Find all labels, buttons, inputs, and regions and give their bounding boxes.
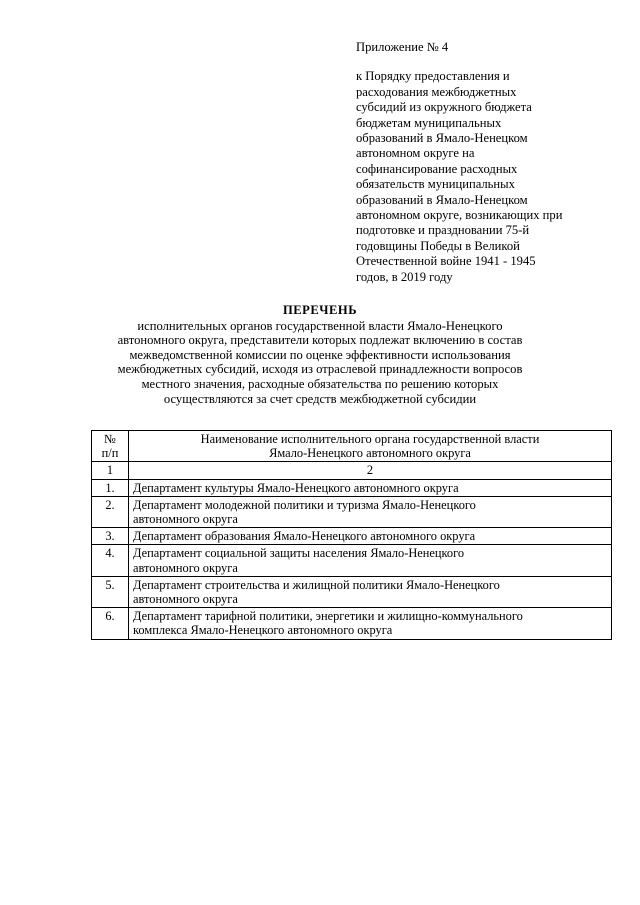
row-name xyxy=(129,528,612,545)
row-name-line: Департамент молодежной политики и туризма Ямало-Ненецкого xyxy=(133,497,476,512)
table-row xyxy=(92,496,612,527)
row-name-line: Департамент социальной защиты населения Ямало-Ненецкого xyxy=(133,546,465,561)
row-num: 2. xyxy=(92,496,129,527)
appendix-line: расходования межбюджетных xyxy=(356,84,517,99)
appendix-line: субсидий из окружного бюджета xyxy=(356,100,532,115)
row-num: 5. xyxy=(92,576,129,607)
row-name-line: Департамент тарифной политики, энергетики и жилищно-коммунального xyxy=(133,609,523,624)
table-row xyxy=(92,545,612,576)
appendix-line: Отечественной войне 1941 - 1945 xyxy=(356,254,536,269)
appendix-line: бюджетам муниципальных xyxy=(356,115,502,130)
row-name-line: комплекса Ямало-Ненецкого автономного округа xyxy=(133,623,393,638)
heading-line: межведомственной комиссии по оценке эффективности использования xyxy=(129,347,511,362)
heading-title: ПЕРЕЧЕНЬ xyxy=(282,303,358,317)
appendix-line: обязательств муниципальных xyxy=(356,177,515,192)
row-name xyxy=(129,479,612,496)
row-name-line: автономного округа xyxy=(133,592,238,607)
appendix-line: к Порядку предоставления и xyxy=(356,69,510,84)
heading-line: межбюджетных субсидий, исходя из отраслевой принадлежности вопросов xyxy=(117,362,523,377)
row-name-line: Департамент строительства и жилищной политики Ямало-Ненецкого xyxy=(133,577,500,592)
row-name xyxy=(129,545,612,576)
table-index-row xyxy=(92,462,612,479)
index-cell: 1 xyxy=(92,462,129,479)
agencies-table xyxy=(91,430,612,640)
appendix-line: автономном округе, возникающих при xyxy=(356,208,563,223)
appendix-text xyxy=(356,69,618,285)
appendix-line: автономном округе на xyxy=(356,146,475,161)
row-name xyxy=(129,608,612,639)
header-num-cell xyxy=(92,431,129,462)
row-name xyxy=(129,576,612,607)
row-name-line: Департамент культуры Ямало-Ненецкого автономного округа xyxy=(133,480,459,495)
appendix-line: образований в Ямало-Ненецком xyxy=(356,192,528,207)
appendix-line: подготовке и праздновании 75-й xyxy=(356,223,530,238)
appendix-line: годов, в 2019 году xyxy=(356,269,453,284)
row-num: 6. xyxy=(92,608,129,639)
heading-line: автономного округа, представители которых подлежат включению в состав xyxy=(117,333,523,348)
appendix-title: Приложение № 4 xyxy=(356,40,449,54)
header-num-line: № xyxy=(104,432,116,446)
header-name-cell xyxy=(129,431,612,462)
header-name-line: Ямало-Ненецкого автономного округа xyxy=(269,446,471,461)
list-heading xyxy=(0,303,640,406)
table-header-row xyxy=(92,431,612,462)
table-row xyxy=(92,608,612,639)
heading-line: осуществляются за счет средств межбюджетной субсидии xyxy=(163,391,477,406)
table-row xyxy=(92,479,612,496)
table-row xyxy=(92,528,612,545)
appendix-line: образований в Ямало-Ненецком xyxy=(356,131,528,146)
row-name-line: автономного округа xyxy=(133,512,238,527)
header-num-line: п/п xyxy=(101,446,119,461)
appendix-line: софинансирование расходных xyxy=(356,161,518,176)
row-name-line: автономного округа xyxy=(133,560,238,575)
appendix-block xyxy=(356,40,618,285)
row-num: 3. xyxy=(92,528,129,545)
row-num: 4. xyxy=(92,545,129,576)
index-cell: 2 xyxy=(129,462,612,479)
heading-line: исполнительных органов государственной власти Ямало-Ненецкого xyxy=(137,318,503,333)
appendix-line: годовщины Победы в Великой xyxy=(356,238,520,253)
row-name xyxy=(129,496,612,527)
row-name-line: Департамент образования Ямало-Ненецкого автономного округа xyxy=(133,529,476,544)
table-row xyxy=(92,576,612,607)
header-name-line: Наименование исполнительного органа государственной власти xyxy=(200,432,540,446)
row-num: 1. xyxy=(92,479,129,496)
heading-line: местного значения, расходные обязательства по решению которых xyxy=(141,376,499,391)
